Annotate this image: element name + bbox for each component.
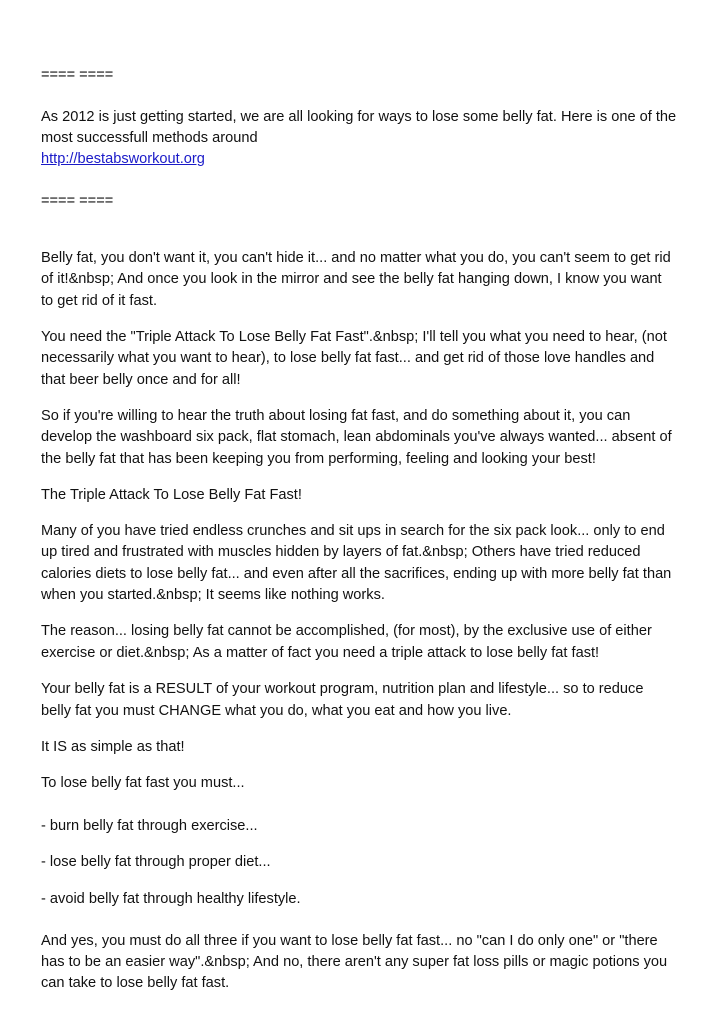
paragraph-line: develop the washboard six pack, flat stomach, lean abdominals you've always wanted... absent of bbox=[41, 429, 672, 445]
list-item: - avoid belly fat through healthy lifestyle. bbox=[41, 891, 301, 907]
separator-line: ==== ==== bbox=[41, 67, 114, 83]
paragraph-line: Many of you have tried endless crunches and sit ups in search for the six pack look... only to end bbox=[41, 523, 665, 539]
paragraph-line: Belly fat, you don't want it, you can't hide it... and no matter what you do, you can't seem to get rid bbox=[41, 250, 671, 266]
paragraph-line: calories diets to lose belly fat... and even after all the sacrifices, ending up with more belly fat than bbox=[41, 566, 672, 582]
list-item: - burn belly fat through exercise... bbox=[41, 818, 258, 834]
paragraph-line: has to be an easier way".&nbsp; And no, there aren't any super fat loss pills or magic potions you bbox=[41, 954, 668, 970]
separator-line: ==== ==== bbox=[41, 193, 114, 209]
paragraph-line: It IS as simple as that! bbox=[41, 739, 185, 755]
paragraph-line: to get rid of it fast. bbox=[41, 293, 157, 309]
paragraph-line: So if you're willing to hear the truth about losing fat fast, and do something about it, you can bbox=[41, 408, 631, 424]
paragraph-line: when you started.&nbsp; It seems like nothing works. bbox=[41, 587, 385, 603]
paragraph-line: necessarily what you want to hear), to lose belly fat fast... and get rid of those love handles and bbox=[41, 350, 655, 366]
list-item: - lose belly fat through proper diet... bbox=[41, 854, 271, 870]
paragraph-line: that beer belly once and for all! bbox=[41, 372, 241, 388]
paragraph-line: belly fat you must CHANGE what you do, what you eat and how you live. bbox=[41, 703, 512, 719]
intro-line: As 2012 is just getting started, we are all looking for ways to lose some belly fat. Here is one of the bbox=[41, 109, 677, 125]
paragraph-line: of it!&nbsp; And once you look in the mirror and see the belly fat hanging down, I know you want bbox=[41, 271, 662, 287]
paragraph-line: The reason... losing belly fat cannot be accomplished, (for most), by the exclusive use of either bbox=[41, 623, 652, 639]
paragraph-line: To lose belly fat fast you must... bbox=[41, 775, 245, 791]
paragraph-line: You need the "Triple Attack To Lose Belly Fat Fast".&nbsp; I'll tell you what you need to hear, (not bbox=[41, 329, 667, 345]
paragraph-line: the belly fat that has been keeping you from performing, feeling and looking your best! bbox=[41, 451, 596, 467]
intro-line: most successfull methods around bbox=[41, 130, 258, 146]
paragraph-line: And yes, you must do all three if you want to lose belly fat fast... no "can I do only one" or "there bbox=[41, 933, 658, 949]
paragraph-line: exercise or diet.&nbsp; As a matter of fact you need a triple attack to lose belly fat fast! bbox=[41, 645, 600, 661]
paragraph-line: can take to lose belly fat fast. bbox=[41, 975, 230, 991]
website-link[interactable]: http://bestabsworkout.org bbox=[41, 151, 205, 167]
paragraph-line: Your belly fat is a RESULT of your workout program, nutrition plan and lifestyle... so to reduce bbox=[41, 681, 644, 697]
section-title: The Triple Attack To Lose Belly Fat Fast! bbox=[41, 487, 302, 503]
paragraph-line: up tired and frustrated with muscles hidden by layers of fat.&nbsp; Others have tried reduced bbox=[41, 544, 641, 560]
